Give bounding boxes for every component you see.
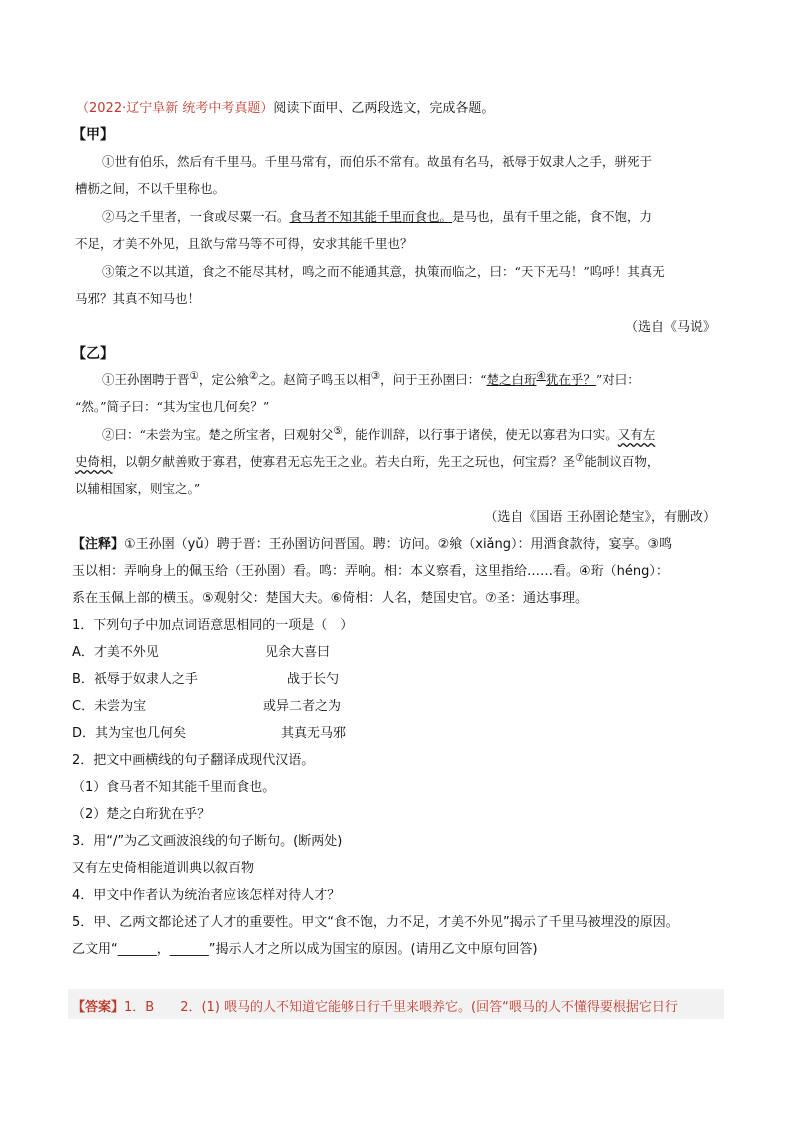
option-b-compare: 战于长勺 [287, 672, 340, 687]
notes-line1 [72, 533, 672, 552]
yi-p1-line2: “然。”简子曰：“其为宝也几何矣？” [75, 399, 270, 414]
section-label-jia: 【甲】 [72, 127, 114, 143]
jia-underlined-sentence: 食马者不知其能千里而食也。 [289, 209, 453, 224]
note-ref-5: ⑤ [333, 425, 343, 437]
yi-p1-text-a: ①王孙圉聘于晋 [102, 372, 190, 388]
jia-source: （选自《马说》 [624, 320, 716, 335]
yi-underlined-b: 犹在乎？ [545, 372, 596, 388]
yi-p2-line3: 以辅相国家，则宝之。” [75, 481, 201, 496]
question-3: 3．用“/”为乙文画波浪线的句子断句。(断两处) [72, 834, 343, 849]
yi-wavy-a: 又有左 [617, 427, 656, 443]
question-2: 2．把文中画横线的句子翻译成现代汉语。 [72, 753, 315, 768]
question-3-text: 又有左史倚相能道训典以叙百物 [72, 861, 255, 876]
answer-text: 1．B 2．(1) 喂马的人不知道它能够日行千里来喂养它。(回答“喂马的人不懂得要根据它日行 [124, 1000, 678, 1015]
jia-p2-text-b: 是马也，虽有千里之能，食不饱，力 [452, 209, 653, 224]
source-line [76, 97, 494, 116]
jia-p3-line1: ③策之不以其道，食之不能尽其材，鸣之而不能通其意，执策而临之，曰：“天下无马！”呜呼！其真无 [102, 264, 665, 279]
question-5-line1: 5．甲、乙两文都论述了人才的重要性。甲文“食不饱，力不足，才美不外见”揭示了千里马被埋没的原因。 [72, 915, 679, 930]
yi-p1-text-b: ，定公飨 [198, 372, 249, 388]
question-5-line2: 乙文用“______，______”揭示人才之所以成为国宝的原因。(请用乙文中原句回答) [72, 942, 538, 957]
note-ref-2: ② [248, 370, 259, 382]
option-d-compare: 其真无马邪 [281, 726, 347, 741]
yi-underlined-a: 楚之白珩 [486, 372, 537, 388]
jia-p2-text-a: ②马之千里者，一食或尽粟一石。 [102, 209, 290, 224]
jia-p1-line2: 槽枥之间，不以千里称也。 [75, 181, 226, 196]
jia-p2-line2: 不足，才美不外见，且欲与常马等不可得，安求其能千里也？ [75, 236, 413, 251]
notes-label: 【注释】 [72, 537, 125, 552]
yi-p1-text-e: ”对曰： [595, 372, 640, 388]
notes-line3: 系在玉佩上部的横玉。⑤观射父：楚国大夫。⑥倚相：人名，楚国史官。⑦圣：通达事理。 [72, 591, 588, 606]
option-b: B．祇辱于奴隶人之手 [72, 672, 198, 687]
note-ref-3: ③ [370, 370, 381, 382]
option-a-compare: 见余大喜曰 [265, 645, 331, 660]
question-2-1: （1）食马者不知其能千里而食也。 [72, 780, 276, 795]
option-d: D．其为宝也几何矣 [72, 726, 187, 741]
option-a: A．才美不外见 [72, 645, 159, 660]
question-1: 1．下列句子中加点词语意思相同的一项是（ ） [72, 618, 354, 633]
option-c-compare: 或异二者之为 [263, 699, 342, 714]
question-2-2: （2）楚之白珩犹在乎？ [72, 807, 211, 822]
yi-p1-text-d: ，问于王孙圉曰：“ [380, 372, 487, 388]
notes-line2: 玉以相：弄响身上的佩玉给（王孙圉）看。鸣：弄响。相：本义察看，这里指给……看。④珩（héng）： [72, 564, 669, 579]
yi-p2-text-b: ，能作训辞，以行事于诸侯，使无以寡君为口实。 [342, 427, 618, 443]
source-bracket-close: ） [260, 101, 274, 116]
answer-label: 【答案】 [72, 1000, 125, 1015]
yi-p2-line2 [75, 452, 659, 470]
yi-source: （选自《国语 王孙圉论楚宝》，有删改） [484, 510, 716, 525]
jia-p2-line1 [102, 207, 652, 225]
yi-p2-text-d: 能制议百物， [584, 454, 660, 470]
yi-wavy-b: 史倚相 [75, 454, 113, 470]
option-c: C．未尝为宝 [72, 699, 147, 714]
answer-line [72, 996, 678, 1015]
note-ref-4: ④ [536, 370, 546, 382]
source-bracket-open: （ [76, 101, 90, 116]
instruction: 阅读下面甲、乙两段选文，完成各题。 [273, 101, 495, 116]
jia-p3-line2: 马邪？其真不知马也！ [75, 291, 201, 306]
yi-p1-text-c: 之。赵简子鸣玉以相 [258, 372, 371, 388]
section-label-yi: 【乙】 [72, 346, 114, 362]
yi-p1-line1 [102, 370, 640, 388]
question-4: 4．甲文中作者认为统治者应该怎样对待人才？ [72, 888, 341, 903]
yi-p2-text-c: ，以朝夕献善败于寡君，使寡君无忘先王之业。若夫白珩，先王之玩也，何宝焉？圣 [112, 454, 576, 470]
notes-text-1: ①王孙圉（yǔ）聘于晋：王孙圉访问晋国。聘：访问。②飨（xiǎng）：用酒食款待，宴享。③鸣 [124, 537, 673, 552]
source-tag[interactable]: 2022·辽宁阜新 统考中考真题 [89, 101, 261, 116]
jia-p1-line1: ①世有伯乐，然后有千里马。千里马常有，而伯乐不常有。故虽有名马，祇辱于奴隶人之手，骈死于 [102, 154, 653, 169]
note-ref-7: ⑦ [575, 452, 585, 464]
note-ref-1: ① [189, 370, 199, 382]
yi-p2-text-a: ②曰：“未尝为宝。楚之所宝者，曰观射父 [102, 427, 334, 443]
yi-p2-line1 [102, 425, 655, 443]
